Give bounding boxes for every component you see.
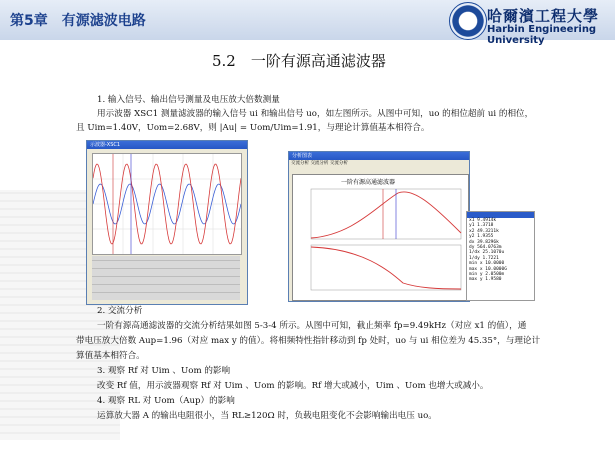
para1-heading: 1. 输入信号、输出信号测量及电压放大倍数测量 <box>97 95 280 105</box>
phase-curve <box>311 247 461 289</box>
magnitude-curve <box>311 192 461 238</box>
analysis-tabs[interactable] <box>289 160 469 172</box>
analysis-titlebar: 分析图表 <box>289 152 469 160</box>
table-row: y1 1.3718 <box>469 223 494 229</box>
tab-1[interactable]: 交流分析 <box>291 161 309 166</box>
section-title: 5.2 一阶有源高通滤波器 <box>212 52 386 70</box>
table-row: 1/dy 1.7221 <box>469 255 499 261</box>
para3-heading: 3. 观察 Rf 对 Uim 、Uom 的影响 <box>97 366 231 376</box>
para1-line1: 用示波器 XSC1 测量滤波器的输入信号 ui 和输出信号 uo，如左图所示。从图中可知，uo 的相位超前 ui 的相位， <box>97 109 534 119</box>
table-row: max x 10.0000G <box>469 266 507 272</box>
cursor-table <box>467 218 534 283</box>
bode-title: 一阶有源高通滤波器 <box>341 179 396 186</box>
tab-2[interactable]: 交流分析 <box>310 161 329 166</box>
oscilloscope-window[interactable] <box>86 140 248 305</box>
tab-3[interactable]: 交流分析 <box>329 161 348 166</box>
table-row: max y 1.9580 <box>469 277 502 283</box>
para2-line2: 带电压放大倍数 Aup=1.96（对应 max y 的值）。将相频特性指针移动到 fp 处时，uo 与 ui 相位差为 45.35°，与理论计 <box>76 336 541 346</box>
bode-plot <box>292 174 469 301</box>
university-seal-icon <box>449 2 487 40</box>
cursor-table-window[interactable] <box>466 211 535 301</box>
table-row: dx 39.8296k <box>469 239 499 245</box>
oscilloscope-waveforms <box>93 154 241 254</box>
para2-line3: 算值基本相符合。 <box>76 351 145 361</box>
chapter-title: 第5章 有源滤波电路 <box>10 13 146 29</box>
analysis-window[interactable] <box>288 151 470 302</box>
header-bar <box>0 0 615 46</box>
table-row: x2 49.3211k <box>469 228 499 234</box>
table-row: y2 1.9355 <box>469 234 494 240</box>
table-row: min x 10.0000 <box>469 261 505 267</box>
oscilloscope-screen <box>92 153 242 255</box>
logo-english: Harbin Engineering University <box>487 24 597 46</box>
table-row: 1/dx 25.1070u <box>469 250 505 256</box>
university-logo <box>449 2 613 46</box>
para2-line1: 一阶有源高通滤波器的交流分析结果如图 5-3-4 所示。从图中可知，截止频率 fp=9.49kHz（对应 x1 的值），通 <box>97 321 527 331</box>
logo-chinese: 哈爾濱工程大學 <box>487 7 600 25</box>
para3-line1: 改变 Rf 值，用示波器观察 Rf 对 Uim 、Uom 的影响。Rf 增大或减小，Uim 、Uom 也增大或减小。 <box>97 381 489 391</box>
table-row: x1 9.4914k <box>469 218 497 223</box>
para4-line1: 运算放大器 A 的输出电阻很小，当 RL≥120Ω 时，负载电阻变化不会影响输出电压 uo。 <box>97 411 437 421</box>
table-row: min y 2.0500m <box>469 272 505 278</box>
oscilloscope-titlebar: 示波器-XSC1 <box>87 141 247 149</box>
table-row: dy 564.0763m <box>469 245 502 251</box>
oscilloscope-controls[interactable] <box>92 256 240 300</box>
para4-heading: 4. 观察 RL 对 Uom（Aup）的影响 <box>97 396 235 406</box>
para2-heading: 2. 交流分析 <box>97 306 143 316</box>
para1-line2: 且 Uim=1.40V，Uom=2.68V，则 |Au| = Uom/Uim=1.91，与理论计算值基本相符合。 <box>76 123 430 133</box>
